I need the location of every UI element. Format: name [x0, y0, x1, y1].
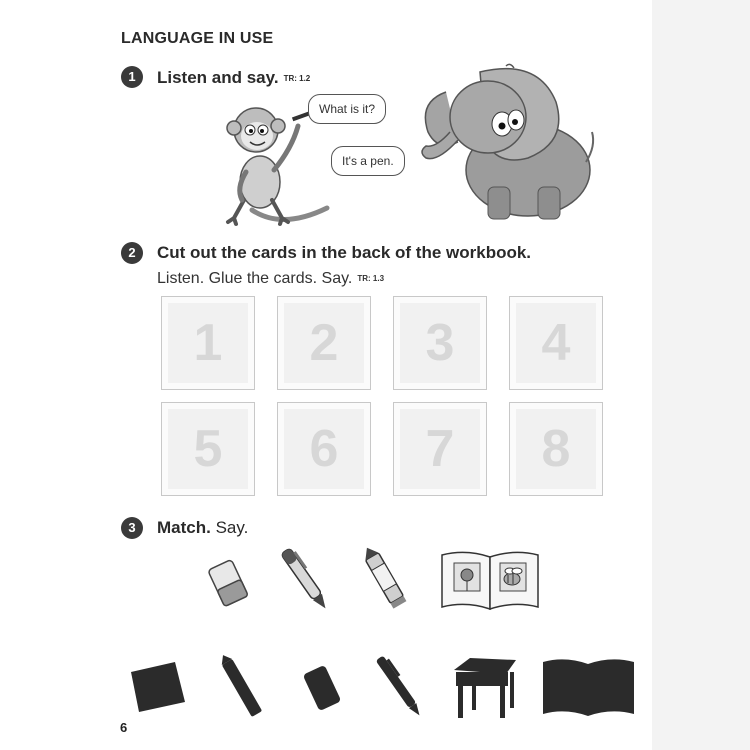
card-number: 6: [309, 420, 339, 478]
exercise-3-title: Match.: [157, 518, 211, 537]
glue-card-7[interactable]: [393, 402, 487, 496]
glue-card-1[interactable]: [161, 296, 255, 390]
glue-card-3[interactable]: [393, 296, 487, 390]
card-number: 8: [541, 420, 571, 478]
exercise-2-title: Cut out the cards in the back of the workbook.: [157, 243, 532, 262]
glue-card-2[interactable]: [277, 296, 371, 390]
crayon-icon[interactable]: [358, 543, 413, 618]
exercise-3-number: 3: [121, 517, 143, 539]
paper-shadow-icon[interactable]: [125, 658, 190, 713]
exercise-2-instructions: Listen. Glue the cards. Say.: [157, 270, 353, 287]
glue-card-4[interactable]: [509, 296, 603, 390]
book-icon[interactable]: [440, 547, 540, 613]
glue-card-5[interactable]: [161, 402, 255, 496]
book-shadow-icon[interactable]: [541, 656, 636, 718]
card-number: 5: [193, 420, 223, 478]
crayon-shadow-icon[interactable]: [212, 652, 272, 724]
elephant-illustration: [418, 62, 598, 227]
pen-icon[interactable]: [278, 543, 333, 618]
exercise-2-subtitle: [157, 270, 384, 288]
section-title: LANGUAGE IN USE: [121, 30, 274, 47]
exercise-2-number: 2: [121, 242, 143, 264]
card-number: 7: [425, 420, 455, 478]
exercise-3-title-rest: Say.: [215, 518, 249, 537]
exercise-1-track: TR: 1.2: [283, 74, 311, 84]
page-number: 6: [120, 720, 128, 735]
exercise-2-track: TR: 1.3: [357, 274, 385, 284]
exercise-1-heading: [157, 68, 310, 88]
speech-bubble-question: What is it?: [308, 94, 386, 124]
glue-card-8[interactable]: [509, 402, 603, 496]
pen-shadow-icon[interactable]: [372, 650, 427, 725]
desk-shadow-icon[interactable]: [450, 656, 520, 720]
card-number: 1: [193, 314, 223, 372]
eraser-shadow-icon[interactable]: [298, 660, 346, 715]
card-number: 4: [541, 314, 571, 372]
card-number: 3: [425, 314, 455, 372]
card-number: 2: [309, 314, 339, 372]
exercise-1-number: 1: [121, 66, 143, 88]
page-edge: [652, 0, 750, 750]
speech-bubble-answer: It's a pen.: [331, 146, 405, 176]
exercise-3-heading: [157, 518, 248, 538]
eraser-icon[interactable]: [203, 555, 253, 610]
exercise-1-title: Listen and say.: [157, 68, 279, 87]
glue-card-6[interactable]: [277, 402, 371, 496]
